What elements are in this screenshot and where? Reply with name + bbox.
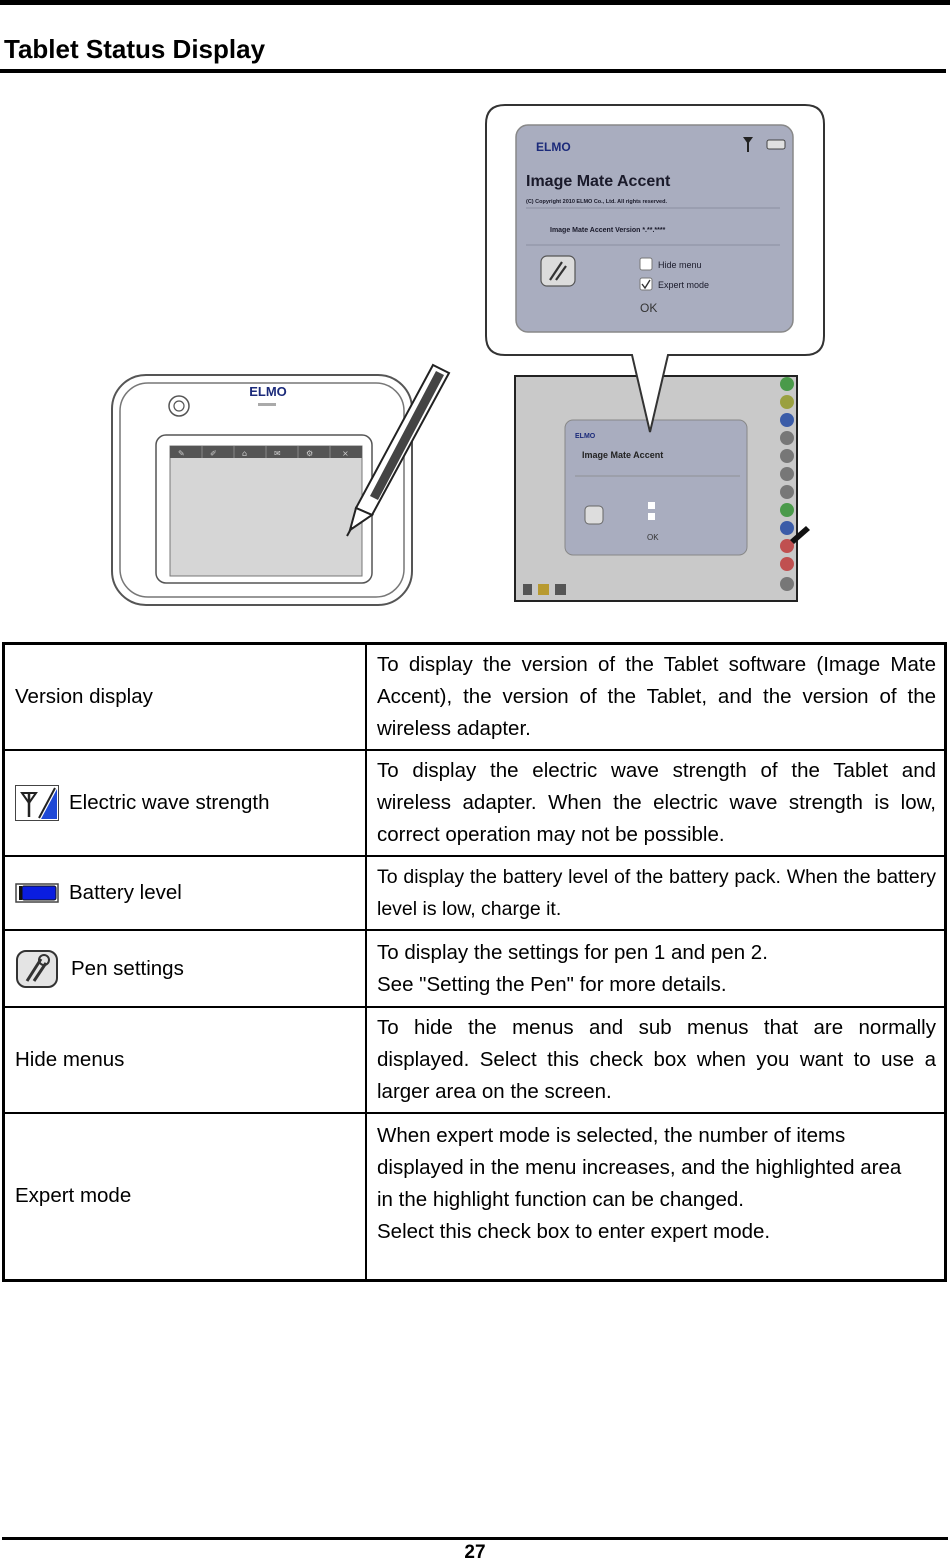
expert-mode-label: Expert mode <box>658 280 710 290</box>
hide-menu-checkbox[interactable] <box>640 258 652 270</box>
row-label-cell <box>4 930 367 1007</box>
svg-text:Image Mate Accent: Image Mate Accent <box>582 450 664 460</box>
row-label: Expert mode <box>15 1184 132 1208</box>
battery-icon <box>15 883 59 903</box>
dialog-version: Image Mate Accent Version *.**.**** <box>550 227 666 234</box>
version-dialog <box>516 125 793 332</box>
signal-icon <box>15 785 59 821</box>
row-label: Version display <box>15 685 153 708</box>
screen-capture <box>515 376 810 601</box>
svg-text:⚙: ⚙ <box>306 449 314 458</box>
row-label-cell <box>4 856 367 930</box>
row-label: Hide menus <box>15 1048 125 1071</box>
svg-text:ELMO: ELMO <box>575 433 596 440</box>
row-desc: To display the battery level of the battery pack. When the battery level is low, charge it. <box>366 856 946 930</box>
hide-menu-label: Hide menu <box>658 260 702 270</box>
table-row <box>4 930 946 1007</box>
row-label-cell <box>4 644 367 751</box>
status-table <box>2 642 947 1282</box>
page-title: Tablet Status Display <box>4 34 266 64</box>
pen-settings-icon <box>15 949 61 989</box>
ok-button[interactable]: OK <box>640 301 658 315</box>
row-label-cell <box>4 750 367 856</box>
svg-text:✉: ✉ <box>274 449 281 458</box>
svg-text:✐: ✐ <box>210 449 217 458</box>
battery-icon <box>767 140 785 149</box>
table-row <box>4 1007 946 1113</box>
top-rule <box>0 0 950 5</box>
dialog-copyright: (C) Copyright 2010 ELMO Co., Ltd. All rights reserved. <box>526 199 667 205</box>
row-label: Electric wave strength <box>69 791 270 814</box>
svg-text:⌂: ⌂ <box>242 449 248 458</box>
row-label-cell <box>4 1113 367 1280</box>
row-desc: To display the version of the Tablet software (Image Mate Accent), the version of the Tablet, and the version of the wireless adapter. <box>366 644 946 751</box>
pen-settings-button[interactable] <box>541 256 575 286</box>
footer-rule <box>2 1537 948 1540</box>
dialog-app-name: Image Mate Accent <box>526 173 671 190</box>
dialog-logo: ELMO <box>536 140 571 154</box>
row-desc: To display the settings for pen 1 and pen 2. See "Setting the Pen" for more details. <box>366 930 946 1007</box>
power-button-icon <box>169 396 189 416</box>
row-label-cell <box>4 1007 367 1113</box>
tablet-logo: ELMO <box>249 384 287 399</box>
row-label: Pen settings <box>71 956 184 980</box>
tablet-figure <box>0 90 950 620</box>
row-desc: To hide the menus and sub menus that are normally displayed. Select this check box when you want to use a larger area on the screen. <box>366 1007 946 1113</box>
page-number: 27 <box>464 1542 486 1563</box>
table-row <box>4 644 946 751</box>
table-row <box>4 1113 946 1280</box>
title-rule <box>0 69 946 73</box>
row-desc: When expert mode is selected, the number of items displayed in the menu increases, and the highlighted area in the highlight function can be changed. Select this check box to enter expert mode. <box>366 1113 946 1280</box>
svg-text:✎: ✎ <box>178 449 185 458</box>
svg-text:OK: OK <box>647 533 659 542</box>
expert-mode-checkbox[interactable] <box>640 278 652 290</box>
row-desc: To display the electric wave strength of the Tablet and wireless adapter. When the electric wave strength is low, correct operation may not be possible. <box>366 750 946 856</box>
row-label: Battery level <box>69 881 182 904</box>
table-row <box>4 856 946 930</box>
svg-text:×: × <box>342 449 349 458</box>
table-row <box>4 750 946 856</box>
